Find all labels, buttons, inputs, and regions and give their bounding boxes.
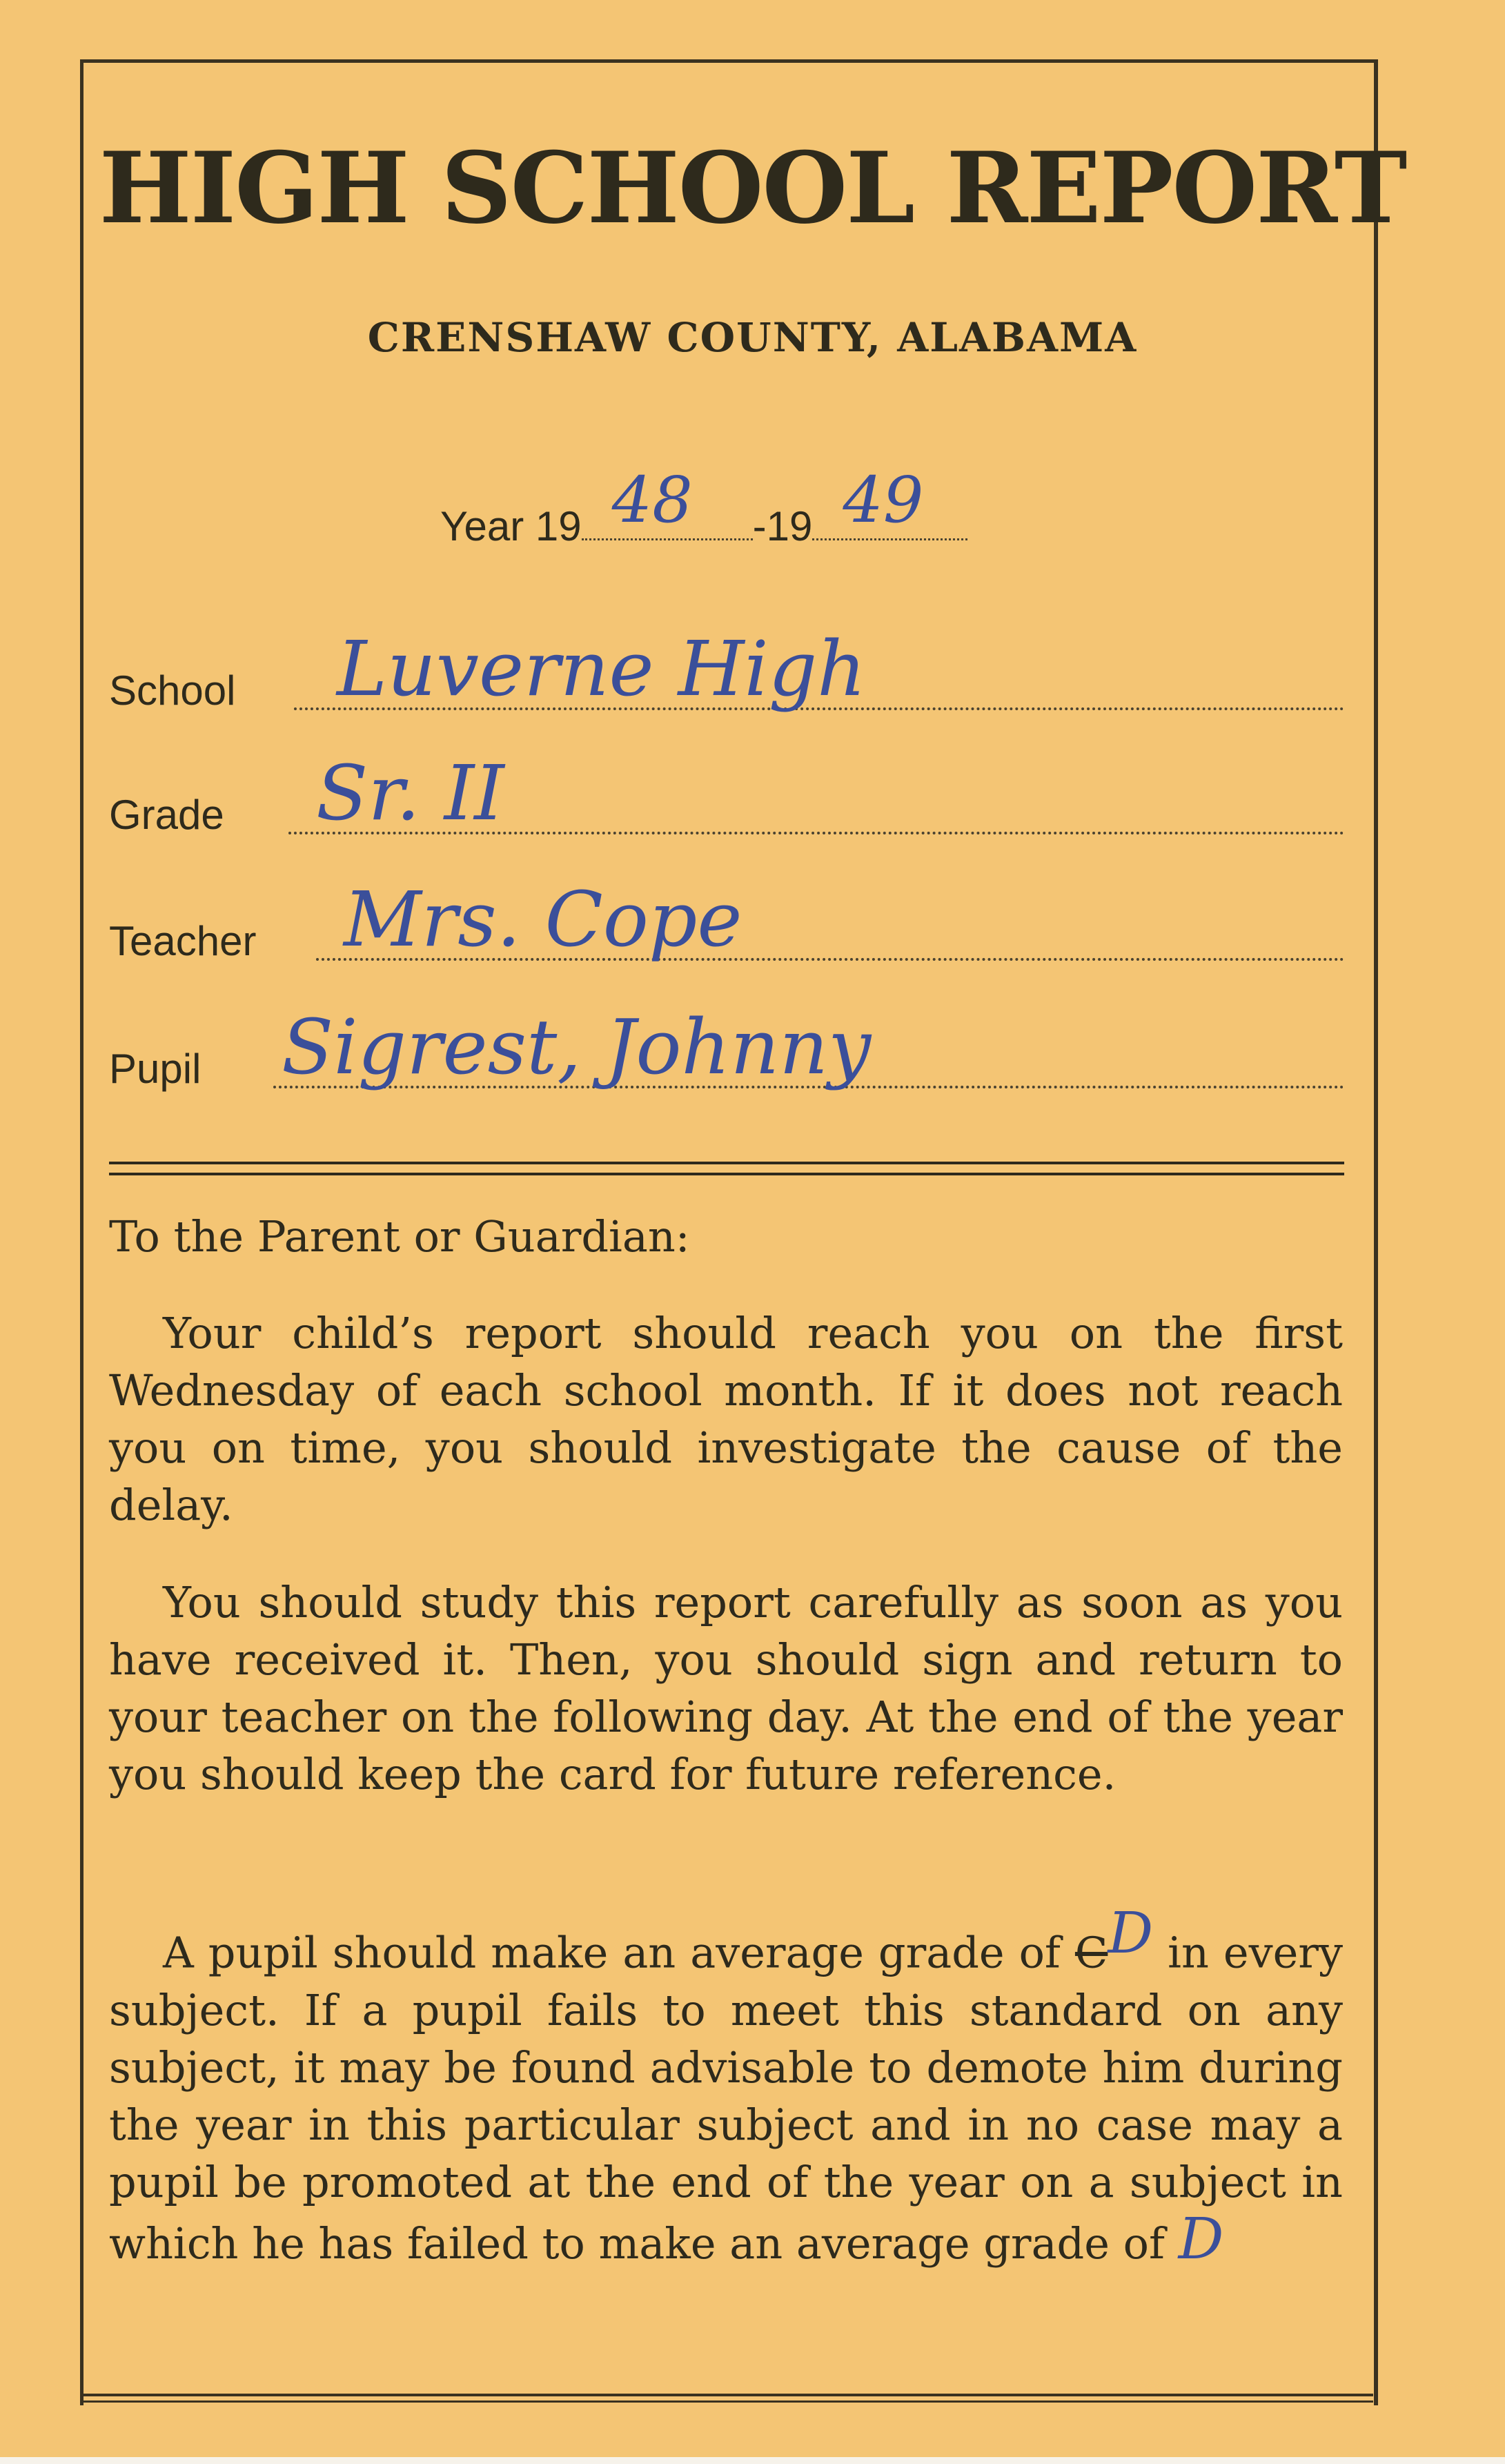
teacher-label: Teacher: [109, 918, 257, 964]
paragraph-report-timing: Your child’s report should reach you on the first Wednesday of each school month. If it does not reach you on time, you should investigate the cause of the delay.: [109, 1308, 1343, 1530]
teacher-field: [109, 875, 1344, 965]
section-divider: [109, 1162, 1344, 1175]
year-end-blank: [812, 463, 967, 540]
grade-value: Sr. II: [316, 749, 504, 837]
year-end-value: 49: [843, 463, 924, 537]
year-label: Year: [440, 503, 524, 549]
report-title: HIGH SCHOOL REPORT: [99, 131, 1406, 246]
handwritten-grade: D: [1108, 1901, 1154, 1966]
paragraph-sign-return: You should study this report carefully as soon as you have received it. Then, you should sign and return to your teacher on the following day. At the end of the year you should keep the card for future reference.: [109, 1577, 1343, 1799]
year-separator: -19: [752, 503, 813, 549]
teacher-value: Mrs. Cope: [344, 875, 742, 964]
school-value: Luverne High: [337, 625, 866, 713]
school-year: [440, 463, 967, 550]
grade-label: Grade: [109, 792, 224, 838]
paragraph-grade-standard: [109, 1901, 1343, 2272]
pupil-field: [109, 1003, 1344, 1093]
handwritten-final-grade: D: [1178, 2206, 1224, 2272]
pupil-label: Pupil: [109, 1046, 201, 1092]
pupil-value: Sigrest, Johnny: [282, 1003, 872, 1091]
salutation: To the Parent or Guardian:: [109, 1211, 690, 1262]
paragraph3-middle: in every subject. If a pupil fails to meet this standard on any subject, it may be found advisable to demote him during the year in this particular subject and in no case may a pupil be promoted at the end of the year on a subject in which he has failed to make an average grade of: [109, 1927, 1343, 2269]
year-start-blank: [582, 463, 753, 540]
struck-grade: C: [1074, 1927, 1108, 1978]
year-prefix: 19: [535, 503, 582, 549]
bottom-border: [80, 2394, 1373, 2403]
year-start-value: 48: [611, 463, 693, 537]
grade-field: [109, 749, 1344, 839]
school-field: [109, 625, 1344, 714]
county-name: CRENSHAW COUNTY, ALABAMA: [367, 314, 1138, 361]
school-label: School: [109, 667, 236, 714]
paragraph3-start: A pupil should make an average grade of: [163, 1927, 1061, 1978]
